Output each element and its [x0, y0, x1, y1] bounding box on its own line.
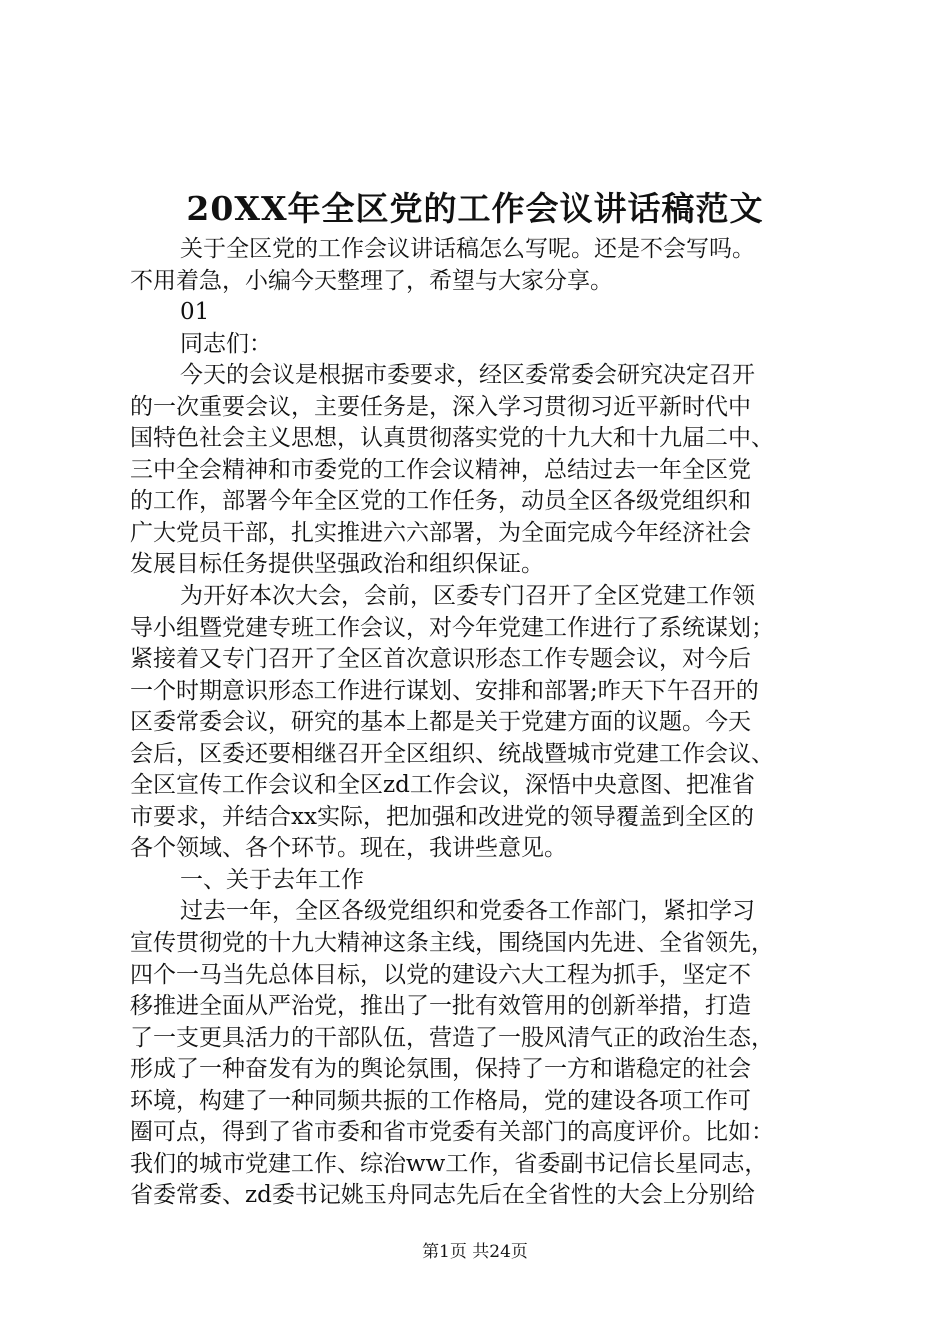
paragraph-line: 宣传贯彻党的十九大精神这条主线，围绕国内先进、全省领先， — [130, 930, 774, 957]
paragraph-line: 省委常委、zd委书记姚玉舟同志先后在全省性的大会上分别给 — [130, 1182, 755, 1209]
paragraph-line: 一个时期意识形态工作进行谋划、安排和部署;昨天下午召开的 — [130, 677, 759, 704]
document-title: 20XX年全区党的工作会议讲话稿范文 — [186, 189, 764, 228]
section-number: 01 — [180, 299, 210, 326]
paragraph-line: 了一支更具活力的干部队伍，营造了一股风清气正的政治生态， — [130, 1024, 774, 1051]
paragraph-line: 不用着急，小编今天整理了，希望与大家分享。 — [130, 267, 613, 294]
paragraph-line: 关于全区党的工作会议讲话稿怎么写呢。还是不会写吗。 — [180, 236, 755, 262]
document-body — [130, 234, 830, 1212]
paragraph-line: 紧接着又专门召开了全区首次意识形态工作专题会议，对今后 — [130, 646, 751, 673]
page-footer: 第1页 共24页 — [422, 1242, 528, 1262]
paragraph-line: 形成了一种奋发有为的舆论氛围，保持了一方和谐稳定的社会 — [130, 1056, 751, 1083]
paragraph-line: 的工作，部署今年全区党的工作任务，动员全区各级党组织和 — [130, 488, 751, 515]
paragraph-line: 发展目标任务提供坚强政治和组织保证。 — [130, 551, 544, 578]
paragraph-line: 国特色社会主义思想，认真贯彻落实党的十九大和十九届二中、 — [130, 425, 774, 452]
salutation: 同志们： — [180, 330, 272, 357]
paragraph-line: 移推进全面从严治党，推出了一批有效管用的创新举措，打造 — [130, 993, 751, 1020]
paragraph-line: 为开好本次大会，会前，区委专门召开了全区党建工作领 — [180, 583, 755, 610]
paragraph-line: 四个一马当先总体目标，以党的建设六大工程为抓手，坚定不 — [130, 961, 751, 988]
paragraph-line: 今天的会议是根据市委要求，经区委常委会研究决定召开 — [180, 362, 755, 389]
section-heading: 一、关于去年工作 — [180, 866, 364, 893]
paragraph-line: 环境，构建了一种同频共振的工作格局，党的建设各项工作可 — [130, 1087, 751, 1114]
paragraph-line: 过去一年，全区各级党组织和党委各工作部门，紧扣学习 — [180, 898, 755, 925]
paragraph-line: 区委常委会议，研究的基本上都是关于党建方面的议题。今天 — [130, 709, 751, 736]
paragraph-line: 的一次重要会议，主要任务是，深入学习贯彻习近平新时代中 — [130, 393, 751, 420]
paragraph-line: 各个领域、各个环节。现在，我讲些意见。 — [130, 835, 567, 862]
paragraph-line: 三中全会精神和市委党的工作会议精神，总结过去一年全区党 — [130, 456, 751, 483]
paragraph-line: 我们的城市党建工作、综治ww工作，省委副书记信长星同志， — [130, 1150, 768, 1177]
paragraph-line: 广大党员干部，扎实推进六六部署，为全面完成今年经济社会 — [130, 519, 751, 546]
paragraph-line: 全区宣传工作会议和全区zd工作会议，深悟中央意图、把准省 — [130, 772, 755, 799]
paragraph-line: 导小组暨党建专班工作会议，对今年党建工作进行了系统谋划； — [130, 614, 774, 641]
paragraph-line: 会后，区委还要相继召开全区组织、统战暨城市党建工作会议、 — [130, 740, 774, 767]
paragraph-line: 圈可点，得到了省市委和省市党委有关部门的高度评价。比如： — [130, 1119, 774, 1146]
paragraph-line: 市要求，并结合xx实际，把加强和改进党的领导覆盖到全区的 — [130, 803, 754, 830]
